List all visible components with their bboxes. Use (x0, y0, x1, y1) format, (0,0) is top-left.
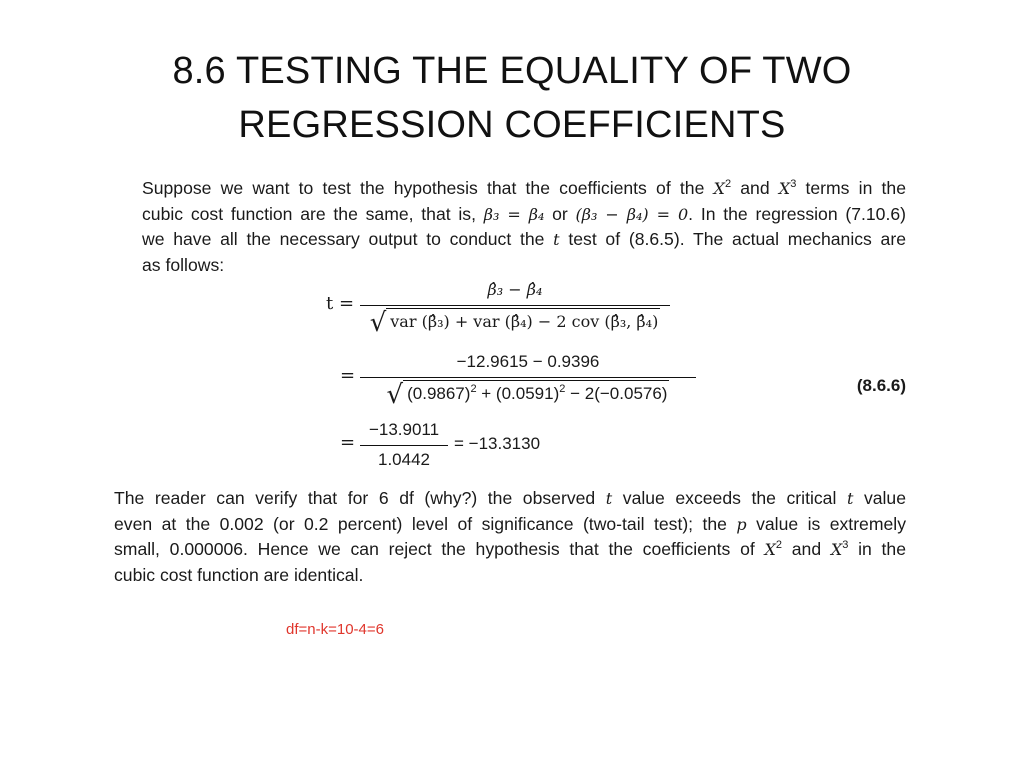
eq3-numerator: −13.9011 (368, 420, 440, 439)
intro-line-1 (114, 176, 906, 202)
beta-equality: β₃ = β₄ (483, 204, 545, 224)
intro-paragraph (114, 176, 906, 277)
conclusion-text: even at the 0.002 (or 0.2 percent) level of significance (two-tail test); the (114, 513, 737, 534)
conclusion-line-2 (114, 512, 906, 538)
eq2-equals: = (340, 365, 356, 386)
df-note: df=n-k=10-4=6 (286, 621, 384, 638)
fraction-bar (360, 377, 696, 378)
intro-line-4: as follows: (142, 254, 225, 275)
intro-text: cubic cost function are the same, that is, (142, 203, 484, 224)
sqrt-icon: √ (386, 379, 404, 410)
x-var: X (764, 540, 776, 560)
superscript: 2 (470, 382, 477, 395)
t-var: t (605, 489, 613, 508)
superscript: 2 (724, 178, 732, 190)
conclusion-text: in the (848, 539, 906, 560)
intro-line-2 (114, 202, 906, 228)
eq-fraction-1 (360, 278, 670, 338)
eq2-term: (0.9867) (407, 383, 471, 403)
t-var: t (553, 230, 560, 250)
intro-text: Suppose we want to test the hypothesis that the coefficients of the (142, 178, 714, 198)
conclusion-text: small, 0.000006. Hence we can reject the hypothesis that the coefficients of (114, 539, 765, 560)
slide-title (0, 44, 1024, 152)
conclusion-text: The reader can verify that for 6 df (why?) the observed (114, 488, 606, 508)
eq1-radicand: var (β̂₃) + var (β̂₄) − 2 cov (β̂₃, β̂₄) (386, 308, 660, 335)
fraction-bar (360, 305, 670, 306)
x-var: X (713, 179, 725, 198)
conclusion-line-1 (114, 486, 906, 512)
p-var: p (736, 514, 747, 534)
eq2-radicand (403, 380, 669, 407)
superscript: 2 (559, 382, 566, 395)
textbook-excerpt (114, 176, 907, 585)
intro-text: terms in the (796, 178, 906, 198)
eq2-numerator: −12.9615 − 0.9396 (456, 352, 600, 371)
intro-text: or (544, 203, 576, 224)
eq1-denominator (360, 308, 670, 336)
superscript: 3 (842, 539, 849, 552)
eq-lhs-t: t = (326, 293, 355, 314)
superscript: 3 (790, 178, 797, 190)
intro-text: and (731, 178, 779, 198)
eq3-denominator: 1.0442 (378, 449, 430, 469)
title-line-2: REGRESSION COEFFICIENTS (238, 104, 786, 146)
t-var: t (846, 489, 854, 508)
conclusion-text: value (853, 488, 907, 508)
conclusion-line-3 (114, 537, 906, 563)
equation-number: (8.6.6) (856, 376, 906, 395)
eq2-term: + (0.0591) (476, 383, 560, 403)
x-var: X (778, 179, 791, 198)
eq3-result: = −13.3130 (454, 434, 541, 453)
intro-text: . In the regression (7.10.6) (688, 203, 906, 224)
beta-difference: (β₃ − β₄) = 0 (575, 204, 689, 224)
x-var: X (830, 540, 843, 560)
conclusion-paragraph (114, 486, 906, 587)
intro-text: test of (8.6.5). The actual mechanics are (559, 229, 906, 250)
title-line-1: 8.6 TESTING THE EQUALITY OF TWO (172, 50, 852, 92)
eq-fraction-2 (360, 350, 696, 410)
intro-text: we have all the necessary output to conduct the (142, 229, 554, 250)
superscript: 2 (775, 539, 783, 552)
equation-8-6-6 (114, 278, 906, 468)
fraction-bar (360, 445, 448, 446)
eq2-term: − 2(−0.0576) (565, 383, 668, 403)
conclusion-text: value exceeds the critical (612, 488, 847, 508)
eq3-equals: = (340, 432, 356, 453)
eq2-denominator (360, 380, 696, 408)
conclusion-line-4: cubic cost function are identical. (114, 564, 364, 585)
sqrt-icon: √ (369, 307, 387, 338)
conclusion-text: value is extremely (746, 513, 906, 534)
conclusion-text: and (782, 539, 831, 560)
eq1-numerator: β̂₃ − β̂₄ (487, 280, 543, 299)
intro-line-3 (114, 227, 906, 253)
eq-fraction-3 (360, 418, 448, 472)
